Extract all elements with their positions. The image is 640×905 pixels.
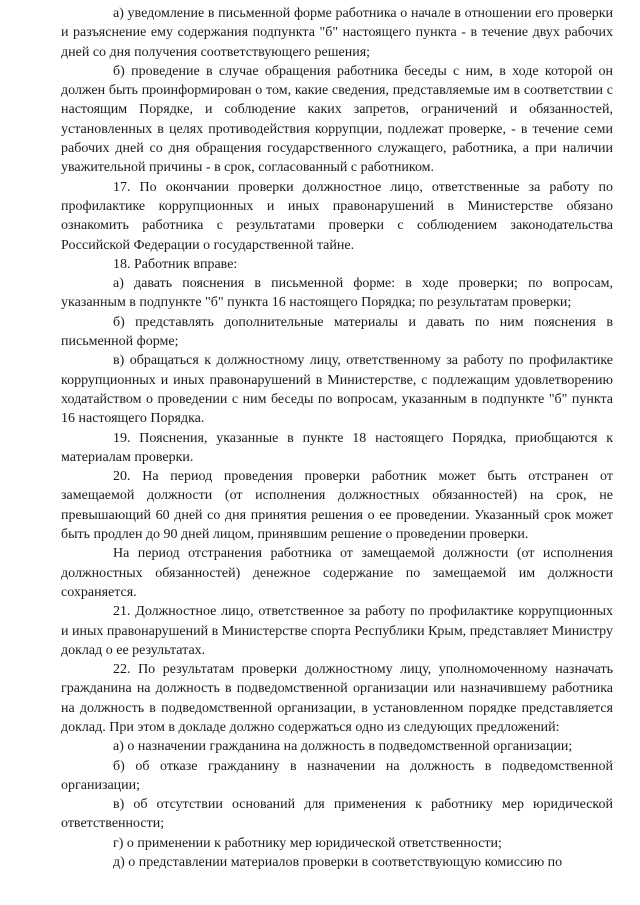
paragraph-22v: в) об отсутствии оснований для применения к работнику мер юридической ответственности; [61, 797, 613, 832]
paragraph-22a: а) о назначении гражданина на должность в подведомственной организации; [113, 739, 573, 755]
paragraph-18: 18. Работник вправе: [113, 256, 238, 272]
paragraph-22: 22. По результатам проверки должностному лицу, уполномоченному назначать гражданина на должность в подведомственной организации или назначившему работника на должность в подведомственной организации, в установленном порядке представляется доклад. При этом в докладе должно содержаться одно из следующих предложений: [61, 662, 613, 735]
paragraph-19: 19. Пояснения, указанные в пункте 18 настоящего Порядка, приобщаются к материалам проверки. [61, 430, 613, 465]
paragraph-21: 21. Должностное лицо, ответственное за работу по профилактике коррупционных и иных правонарушений в Министерстве спорта Республики Крым, представляет Министру доклад о ее результатах. [61, 604, 613, 658]
paragraph-16b: б) проведение в случае обращения работника беседы с ним, в ходе которой он должен быть проинформирован о том, какие сведения, представляемые им в соответствии с настоящим Порядке, и соблюдение каких запретов, ограничений и обязанностей, установленных в целях противодействия коррупции, подлежат проверке, - в течение семи рабочих дней со дня обращения государственного служащего, работника, а при наличии уважительной причины - в срок, согласованный с работником. [61, 63, 613, 176]
paragraph-22b: б) об отказе гражданину в назначении на должность в подведомственной организации; [61, 758, 613, 793]
paragraph-18b: б) представлять дополнительные материалы и давать по ним пояснения в письменной форме; [61, 314, 613, 350]
paragraph-22g: г) о применении к работнику мер юридической ответственности; [113, 835, 502, 851]
paragraph-20-continued: На период отстранения работника от замещаемой должности (от исполнения должностных обязанностей) денежное содержание по замещаемой им должности сохраняется. [61, 546, 613, 600]
paragraph-18v: в) обращаться к должностному лицу, ответственному за работу по профилактике коррупционных и иных правонарушений в Министерстве, с подлежащим удовлетворению ходатайством о проведении с ним беседы по вопросам, указанным в подпункте "б" пункта 16 настоящего Порядка. [61, 353, 613, 427]
paragraph-18a: а) давать пояснения в письменной форме: в ходе проверки; по вопросам, указанным в подпункте "б" пункта 16 настоящего Порядка; по результатам проверки; [61, 276, 613, 311]
paragraph-17: 17. По окончании проверки должностное лицо, ответственные за работу по профилактике коррупционных и иных правонарушений в Министерстве обязано ознакомить работника с результатами проверки с соблюдением законодательства Российской Федерации о государственной тайне. [61, 179, 613, 253]
paragraph-20: 20. На период проведения проверки работник может быть отстранен от замещаемой должности (от исполнения должностных обязанностей) на срок, не превышающий 60 дней со дня принятия решения о ее проведении. Указанный срок может быть продлен до 90 дней лицом, принявшим решение о проведении проверки. [61, 469, 613, 543]
document-body [61, 4, 613, 872]
paragraph-16a: а) уведомление в письменной форме работника о начале в отношении его проверки и разъяснение ему содержания подпункта "б" настоящего пункта - в течение двух рабочих дней со дня получения соответствующего решения; [61, 6, 613, 60]
paragraph-22d: д) о представлении материалов проверки в соответствующую комиссию по [113, 855, 563, 871]
